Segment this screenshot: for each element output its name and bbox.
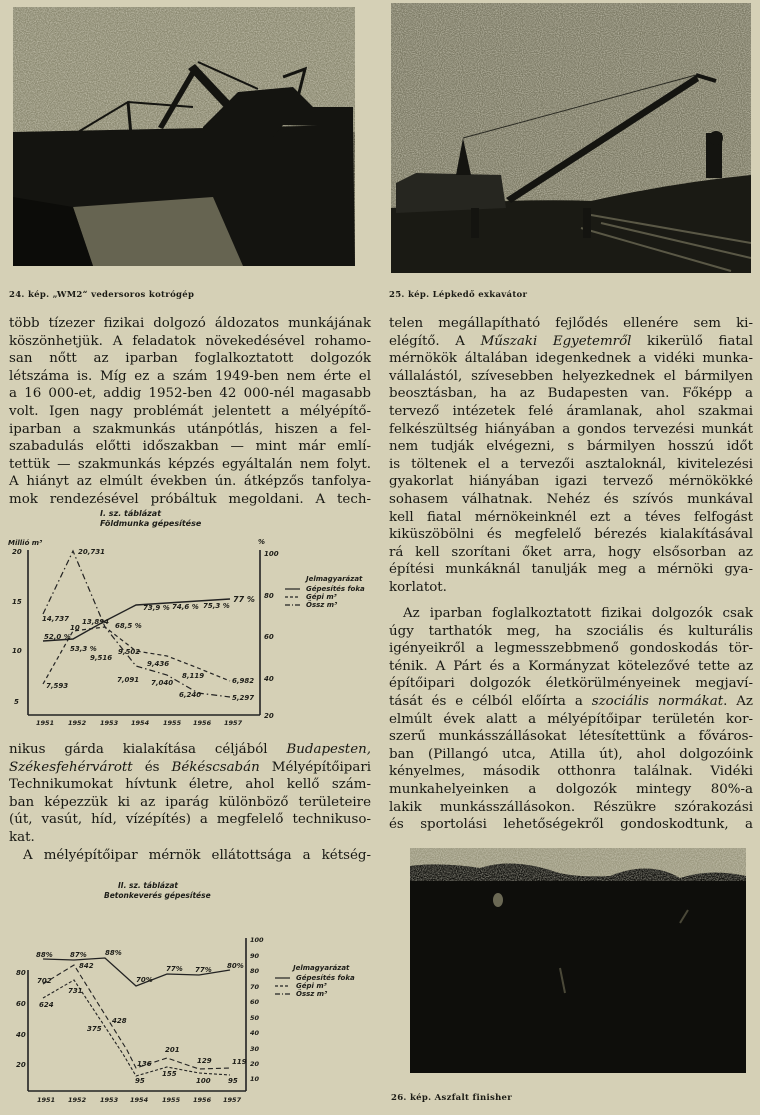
svg-text:13,894: 13,894 [82,618,110,626]
dragline-excavator-image [391,3,751,273]
svg-text:1953: 1953 [100,1096,119,1104]
photo-walking-excavator [391,3,751,273]
svg-text:731: 731 [68,987,83,995]
svg-text:15: 15 [12,598,22,606]
text-line: telen megállapítható fejlődés ellenére sem ki- [389,316,753,331]
svg-text:624: 624 [39,1001,54,1009]
svg-text:1954: 1954 [130,1096,149,1104]
text-line: lakik munkásszállásokon. Részükre szórakozási [389,799,753,815]
svg-text:375: 375 [87,1025,102,1033]
svg-text:6,240: 6,240 [179,691,202,699]
svg-text:Gépesítés foka: Gépesítés foka [306,585,365,593]
svg-text:88%: 88% [105,949,122,957]
svg-text:Össz m³: Össz m³ [296,990,328,998]
svg-text:1951: 1951 [36,719,55,727]
svg-text:80%: 80% [227,962,244,970]
photo-asphalt-finisher [410,848,746,1073]
text-line: san nőtt az iparban foglalkoztatott dolgozók [9,351,371,367]
svg-text:80: 80 [250,967,260,975]
chart-1-subtitle: Földmunka gépesítése [100,519,202,528]
svg-text:119: 119 [232,1058,247,1066]
chart-2-legend-title: Jelmagyarázat [293,964,350,972]
svg-text:10: 10 [12,647,22,655]
text-line: szerű munkásszállásokat létesítettünk a főváros- [389,729,753,745]
svg-text:201: 201 [165,1046,180,1054]
svg-text:100: 100 [264,550,279,558]
svg-text:88%: 88% [36,951,53,959]
svg-text:70%: 70% [136,976,153,984]
text-line: szabadulás előtti időszakban — mint már emlí- [9,439,371,455]
text-line: volt. Igen nagy problémát jelentett a mélyépítő- [9,403,371,419]
svg-text:9,516: 9,516 [90,654,113,662]
text-line: sohasem válhatnak. Nehéz és szívós munkával [389,491,753,507]
svg-text:1952: 1952 [68,719,87,727]
left-column-paragraph-2 [9,741,371,864]
svg-text:73,9 %: 73,9 % [143,604,170,612]
text-line: úgy tarthatók meg, ha szociális és kulturális [389,623,753,639]
text-line: mok rendezésével próbáltuk megoldani. A tech- [9,491,371,507]
institution-name: Műszaki Egyetemről [480,333,632,349]
chart-1-legend-title: Jelmagyarázat [306,575,363,583]
text-line: építőipari dolgozók életkörülményeinek megjaví- [389,676,753,692]
text-line: kényelmes, második otthonra találnak. Vidéki [389,764,753,780]
left-column-paragraph-1 [9,315,371,509]
svg-text:100: 100 [196,1077,211,1085]
svg-text:1955: 1955 [163,719,182,727]
svg-text:1956: 1956 [193,719,212,727]
svg-text:95: 95 [228,1077,238,1085]
text-line: elégítő. A Műszaki Egyetemről kikerülő fiatal [389,333,754,349]
text-line: létszáma is. Míg ez a szám 1949-ben nem érte el [9,368,371,384]
svg-text:20: 20 [16,1061,26,1069]
text-line: igényeikről a legmesszebbmenő gondoskodás tör- [389,641,753,657]
svg-text:52,0 %: 52,0 % [44,633,71,641]
svg-text:1957: 1957 [224,719,243,727]
svg-text:1954: 1954 [131,719,150,727]
svg-text:40: 40 [250,1029,260,1037]
text-line: is töltenek el a tervezői asztaloknál, kivitelezési [389,456,753,472]
svg-text:80: 80 [16,969,26,977]
photo-caption-26: 26. kép. Aszfalt finisher [391,1093,513,1103]
text-line: tervező intézetek felé áramlanak, ahol szakmai [389,403,753,419]
photo-bucket-chain-excavator [13,7,355,266]
svg-text:53,3 %: 53,3 % [70,645,97,653]
text-line: tását és e célból előírta a szociális normákat. Az [389,693,753,709]
svg-text:Gépi m³: Gépi m³ [306,593,337,601]
svg-text:20: 20 [264,712,274,720]
svg-text:7,593: 7,593 [46,682,69,690]
svg-text:60: 60 [16,1000,26,1008]
svg-text:30: 30 [250,1045,260,1053]
chart-2-title: II. sz. táblázat [118,881,178,890]
svg-text:1952: 1952 [68,1096,87,1104]
place-budapest: Budapesten, [286,742,371,757]
svg-text:10: 10 [250,1075,260,1083]
text-line: kat. [9,829,35,845]
chart-1-left-axis-label: Millió m³ [8,539,43,547]
svg-text:428: 428 [112,1017,127,1025]
text-line: A hiányt az elmúlt években ún. átképzős tanfolya- [9,474,371,490]
text-line: ban képezzük ki az iparág különböző területeire [9,794,371,810]
svg-text:50: 50 [250,1014,260,1022]
svg-text:20,731: 20,731 [78,548,106,556]
svg-text:40: 40 [16,1031,26,1039]
svg-text:5: 5 [14,698,19,706]
svg-text:1957: 1957 [223,1096,242,1104]
svg-text:155: 155 [162,1070,177,1078]
svg-text:75,3 %: 75,3 % [203,602,230,610]
svg-text:Gépesítés foka: Gépesítés foka [296,974,355,982]
svg-text:77%: 77% [166,965,183,973]
svg-text:6,982: 6,982 [232,677,255,685]
svg-text:68,5 %: 68,5 % [115,622,142,630]
place-szekesfehervar: Székesfehérvárott [9,759,133,775]
svg-text:95: 95 [135,1077,145,1085]
svg-text:77 %: 77 % [233,595,255,604]
text-line: építési munkáknál tanulják meg a mérnöki gya- [389,562,753,578]
text-line: gyakorlat hiányában igazi tervező mérnökökké [389,474,753,490]
svg-text:87%: 87% [70,951,87,959]
text-line: nikus gárda kialakítása céljából Budapesten, [9,742,371,757]
svg-text:9,502: 9,502 [118,648,141,656]
text-line: tettük — szakmunkás képzés egyáltalán nem folyt. [9,456,371,472]
svg-text:136: 136 [137,1060,152,1068]
chart-2-canvas [0,880,380,1115]
right-column-paragraph-2 [389,605,753,834]
svg-text:74,6 %: 74,6 % [172,603,199,611]
svg-text:10: 10 [70,624,80,632]
text-line: ténik. A Párt és a Kormányzat kötelezővé tette az [389,658,753,674]
text-line: elmúlt évek alatt a mélyépítőipar területén kor- [389,711,753,727]
right-column-paragraph-1 [389,315,753,597]
text-line: kell fiatal mérnökeinknél ezt a téves felfogást [389,509,753,525]
text-line: vállalástól, szívesebben helyezkednek el bármilyen [389,368,753,384]
svg-text:40: 40 [264,675,274,683]
svg-text:77%: 77% [195,966,212,974]
text-line: rá kell szorítani őket arra, hogy elsősorban az [389,544,753,560]
svg-text:8,119: 8,119 [182,672,205,680]
excavator-silhouette-image [13,7,355,266]
text-line: korlatot. [389,579,447,595]
text-line: iparban a szakmunkás utánpótlás, hiszen a fel- [9,421,371,437]
svg-text:80: 80 [264,592,274,600]
place-bekescsaba: Békéscsabán [171,759,260,775]
text-line: Az iparban foglalkoztatott fizikai dolgozók csak [403,606,753,621]
chart-2-subtitle: Betonkeverés gépesítése [104,891,211,900]
svg-text:1951: 1951 [37,1096,56,1104]
text-line: köszönhetjük. A feladatok növekedésével rohamo- [9,333,371,349]
text-line: több tízezer fizikai dolgozó áldozatos munkájának [9,316,371,331]
svg-text:60: 60 [250,998,260,1006]
photo-caption-25: 25. kép. Lépkedő exkavátor [389,290,528,300]
svg-text:1955: 1955 [162,1096,181,1104]
svg-text:1956: 1956 [193,1096,212,1104]
svg-text:14,737: 14,737 [42,615,70,623]
text-line: Székesfehérvárott és Békéscsabán Mélyépítőipari [9,759,372,775]
chart-1-canvas [0,508,380,727]
svg-text:7,040: 7,040 [151,679,174,687]
svg-text:20: 20 [12,548,22,556]
text-line: (út, vasút, híd, vízépítés) a megfelelő technikuso- [9,812,371,828]
svg-text:842: 842 [79,962,94,970]
text-line: nem tudják elvégezni, s bármilyen hosszú időt [389,439,753,455]
svg-text:129: 129 [197,1057,212,1065]
chart-1-title: I. sz. táblázat [100,509,162,518]
chart-concrete-mixing-mechanization [0,880,380,1115]
text-line: beosztásban, ha az Budapesten van. Főképp a [389,386,753,402]
text-line: A mélyépítőipar mérnök ellátottsága a kétség- [23,847,371,863]
svg-text:702: 702 [37,977,52,985]
svg-text:5,297: 5,297 [232,694,255,702]
svg-text:1953: 1953 [100,719,119,727]
text-line: Technikumokat hívtunk életre, ahol kellő szám- [9,777,371,793]
svg-text:60: 60 [264,633,274,641]
svg-text:100: 100 [250,936,264,944]
text-line: felkészültség hiányában a gondos tervezési munkát [389,421,753,437]
photo-caption-24: 24. kép. „WM2“ vedersoros kotrógép [9,290,195,300]
svg-text:Gépi m³: Gépi m³ [296,982,327,990]
chart-earthwork-mechanization [0,508,380,727]
svg-text:90: 90 [250,952,260,960]
text-line: munkahelyeinken a dolgozók mintegy 80%-a [389,781,753,797]
asphalt-finisher-image [410,848,746,1073]
svg-text:20: 20 [250,1060,260,1068]
svg-text:9,436: 9,436 [147,660,170,668]
text-line: ban (Pillangó utca, Atilla út), ahol dolgozóink [389,746,753,762]
social-norms-term: szociális normákat [591,693,724,709]
text-line: kiküszöbölni és megfelelő bérezés kialakításával [389,527,753,543]
svg-text:7,091: 7,091 [117,676,140,684]
text-line: mérnökök általában idegenkednek a vidéki munka- [389,351,753,367]
svg-text:Össz m³: Össz m³ [306,601,338,609]
chart-1-right-axis-label: % [258,538,266,546]
text-line: és sportolási lehetőségekről gondoskodtunk, a [389,817,753,833]
text-line: a 16 000-et, addig 1952-ben 42 000-nél magasabb [9,386,371,402]
svg-text:70: 70 [250,983,260,991]
